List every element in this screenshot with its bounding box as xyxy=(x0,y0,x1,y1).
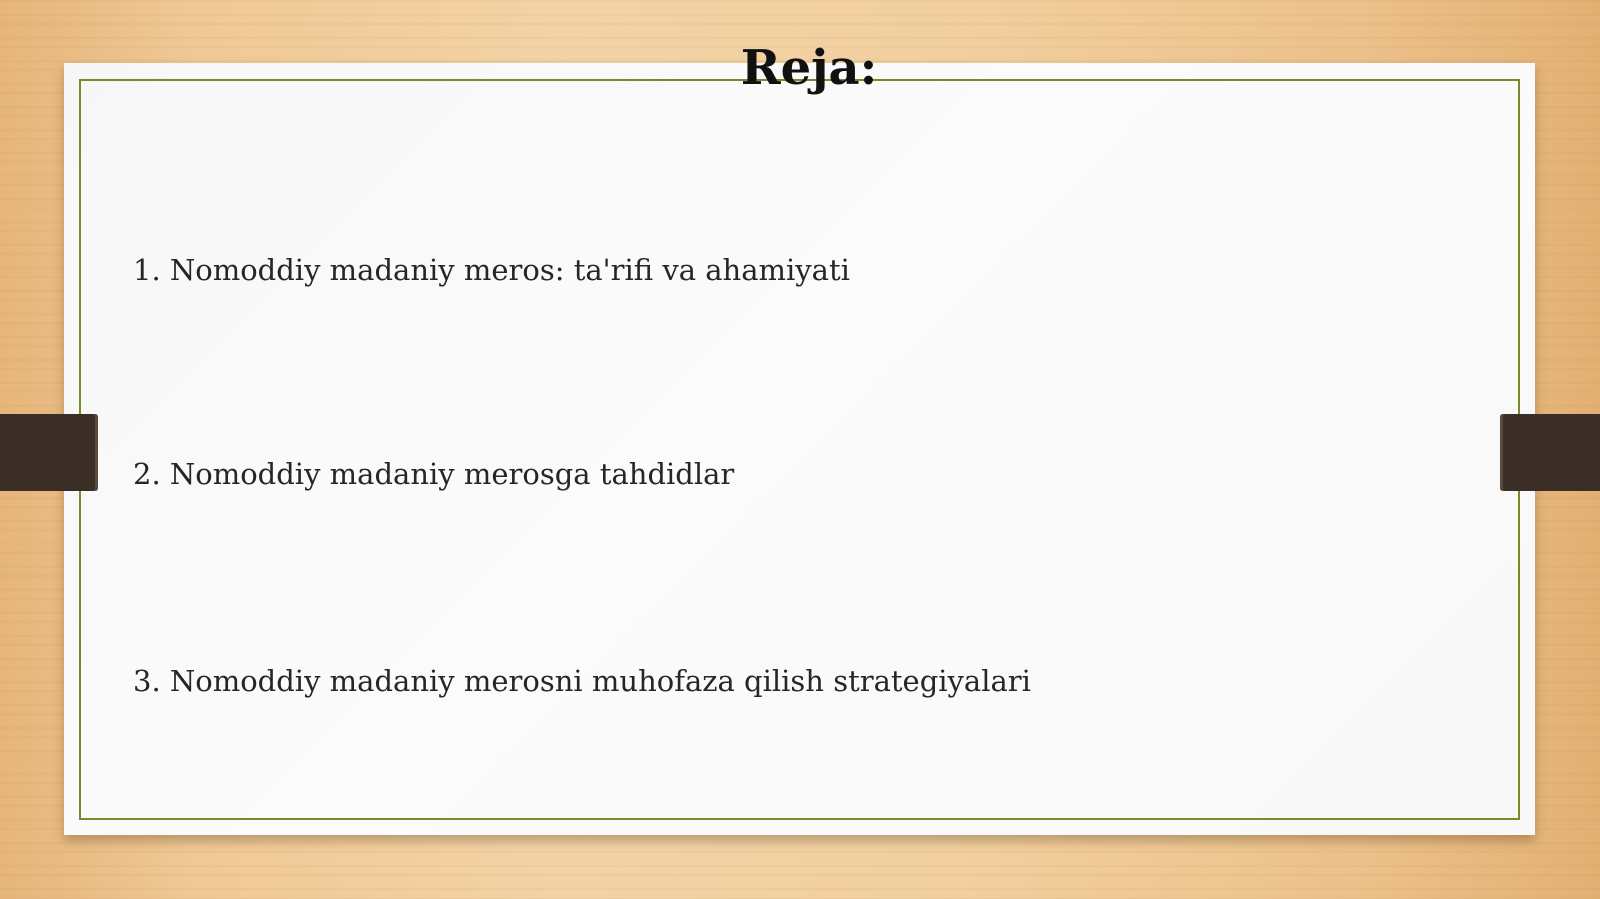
left-binder-clip xyxy=(0,414,98,491)
plan-item-3: 3. Nomoddiy madaniy merosni muhofaza qilish strategiyalari xyxy=(133,664,1031,698)
plan-item-1: 1. Nomoddiy madaniy meros: ta'rifi va ahamiyati xyxy=(133,253,850,287)
slide-title-text: Reja: xyxy=(740,40,878,96)
right-binder-clip xyxy=(1500,414,1600,491)
plan-item-2: 2. Nomoddiy madaniy merosga tahdidlar xyxy=(133,457,735,491)
slide-title xyxy=(0,40,1600,96)
slide-card xyxy=(64,63,1535,835)
slide-border-frame xyxy=(79,79,1520,820)
